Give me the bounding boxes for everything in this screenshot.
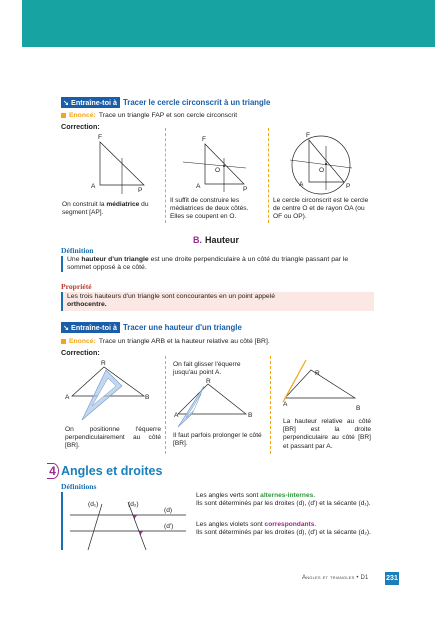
definition-bold: hauteur d'un triangle — [81, 256, 149, 263]
point-label-B: B — [145, 394, 150, 401]
point-label-F: F — [98, 134, 103, 141]
definitions-border — [61, 492, 63, 550]
circumcircle-step2-figure — [168, 128, 266, 198]
def1-text: Ils sont déterminés par les droites (d), (d') et la sécante (d₁). — [196, 500, 371, 508]
point-label-A: A — [299, 181, 304, 188]
definition-label: Définition — [61, 246, 94, 255]
bullet-square-icon — [61, 113, 66, 118]
point-label-O: O — [319, 167, 325, 174]
correction-label: Correction: — [61, 348, 100, 357]
definition-corresponding — [196, 521, 376, 537]
property-text: Les trois hauteurs d'un triangle sont concourantes en un point appelé — [67, 293, 275, 300]
definition-pre: Une — [67, 256, 82, 263]
step2-caption: Il suffit de construire les médiatrices de deux côtés. Elles se coupent en O. — [170, 197, 249, 221]
definition-alternate-interior — [196, 492, 376, 508]
def1-pre: Les angles verts sont — [196, 492, 261, 499]
point-label-A: A — [91, 183, 96, 190]
line-label-d1: (d₁) — [88, 501, 99, 508]
point-label-R: R — [315, 370, 320, 377]
def2-pre: Les angles violets sont — [196, 521, 265, 528]
exercise-heading-circumcircle — [61, 97, 270, 108]
exercise-tag-label: Entraîne-toi à — [71, 323, 117, 332]
step3-caption: Le cercle circonscrit est le cercle de centre O et de rayon OA (ou OF ou OP). — [273, 197, 369, 221]
section-number: 4 — [47, 463, 59, 479]
point-label-F: F — [306, 132, 311, 139]
step1-caption-pre: On construit la — [62, 201, 107, 208]
step5-caption-bottom: Il faut parfois prolonger le côté [BR]. — [173, 432, 262, 448]
exercise-title: Tracer le cercle circonscrit à un triangle — [122, 98, 271, 107]
property-box — [61, 292, 374, 311]
step4-caption: On positionne l'équerre perpendiculairement au côté [BR]. — [65, 426, 161, 450]
correction-label: Correction: — [61, 122, 100, 131]
enonce-text: Trace un triangle ARB et la hauteur relative au côté [BR]. — [98, 338, 270, 345]
step1-caption — [62, 201, 162, 217]
circumcircle-step1-figure — [62, 128, 162, 198]
enonce-line — [61, 112, 237, 119]
point-label-F: F — [202, 136, 207, 143]
column-divider — [165, 128, 166, 223]
point-label-B: B — [356, 405, 361, 412]
property-bold: orthocentre. — [67, 301, 107, 309]
header-band — [22, 0, 435, 47]
enonce-text: Trace un triangle FAP et son cercle circonscrit — [98, 112, 238, 119]
step5-caption-top: On fait glisser l'équerre jusqu'au point A. — [173, 361, 241, 377]
point-label-P: P — [138, 187, 143, 194]
point-label-P: P — [243, 186, 248, 193]
point-label-R: R — [101, 360, 106, 367]
def2-colored: correspondants — [264, 521, 315, 528]
altitude-step2-figure — [168, 378, 266, 428]
exercise-tag: ↘ Entraîne-toi à — [61, 322, 120, 333]
line-label-d2: (d₂) — [128, 501, 139, 508]
exercise-title: Tracer une hauteur d'un triangle — [122, 323, 242, 332]
page-number: 231 — [385, 572, 399, 585]
point-label-R: R — [206, 378, 211, 385]
section-b-heading — [193, 235, 239, 245]
point-label-A: A — [174, 412, 179, 419]
step1-caption-bold: médiatrice — [106, 201, 140, 208]
point-label-A: A — [65, 394, 70, 401]
property-label: Propriété — [61, 282, 92, 291]
column-divider — [165, 356, 166, 454]
line-label-dp: (d') — [164, 523, 174, 530]
definitions-label: Définitions — [61, 482, 97, 491]
exercise-tag: ↘ Entraîne-toi à — [61, 97, 120, 108]
altitude-step1-figure — [62, 358, 162, 422]
footer-chapter: Angles et triangles • D1 — [302, 575, 369, 581]
point-label-O: O — [215, 167, 221, 174]
enonce-label: Enoncé: — [69, 338, 96, 345]
point-label-A: A — [283, 401, 288, 408]
def2-text: Ils sont déterminés par les droites (d), (d') et la sécante (d₂). — [196, 529, 371, 537]
point-label-P: P — [346, 183, 351, 190]
step6-caption: La hauteur relative au côté [BR] est la droite perpendiculaire au côté [BR] et passant par A. — [283, 418, 371, 450]
definition-box — [61, 256, 361, 272]
enonce-line — [61, 338, 270, 345]
section-4-heading — [47, 463, 162, 479]
column-divider — [270, 356, 271, 454]
section-title: Hauteur — [205, 235, 240, 245]
point-label-B: B — [248, 412, 253, 419]
bullet-square-icon — [61, 339, 66, 344]
definition-post: est une droite perpendiculaire à un côté du triangle passant par le sommet opposé à ce côté. — [67, 256, 349, 272]
step1-caption-post: du segment [AP]. — [62, 201, 149, 217]
exercise-tag-label: Entraîne-toi à — [71, 98, 117, 107]
exercise-heading-altitude — [61, 322, 242, 333]
angles-figure — [68, 496, 193, 552]
column-divider — [268, 128, 269, 223]
def1-post: . — [313, 492, 316, 499]
section-title: Angles et droites — [61, 464, 163, 478]
def2-post: . — [314, 521, 317, 528]
def1-colored: alternes-internes — [260, 492, 314, 499]
altitude-step3-figure — [273, 358, 373, 416]
enonce-label: Enoncé: — [69, 112, 96, 119]
section-letter: B. — [193, 235, 202, 245]
circumcircle-step3-figure — [272, 128, 372, 198]
point-label-A: A — [196, 183, 201, 190]
line-label-d: (d) — [164, 507, 173, 514]
